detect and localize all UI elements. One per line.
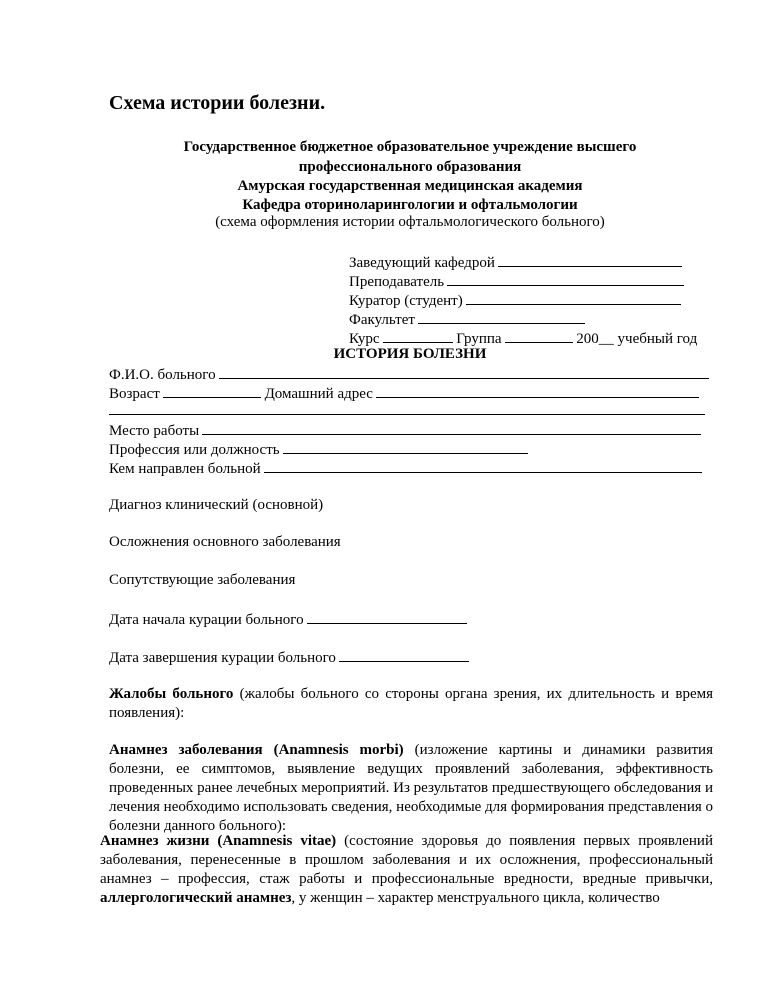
curation-end-field [109,647,469,668]
curation-start-field [109,609,467,630]
head-of-department-field [349,252,682,273]
page-title: Схема истории болезни. [109,92,326,114]
workplace-blank [202,420,701,435]
complaints-heading: Жалобы больного [109,686,234,702]
anamnesis-morbi-text: (изложение картины и динамики развития болезни, ее симптомов, выявление ведущих проявлений заболевания, эффективность проведенных ранее лечебных мероприятий. Из результатов предшествующего обследования и лечения необходимо использовать сведения, необходимые для формирования представления о болезни данного больного): [109,742,713,834]
institution-line-1: Государственное бюджетное образовательное учреждение высшего [183,139,637,155]
anamnesis-vitae-text-continued: , у женщин – характер менструального цикла, количество [291,890,660,906]
age-address-field [109,383,699,404]
group-blank [505,328,573,343]
complications-heading: Осложнения основного заболевания [109,534,341,550]
clinical-diagnosis-heading: Диагноз клинический (основной) [109,497,324,513]
curation-start-label: Дата начала курации больного [109,612,304,628]
head-of-department-label: Заведующий кафедрой [349,255,495,271]
scheme-subtitle: (схема оформления истории офтальмологического больного) [215,214,605,230]
address-blank [376,383,699,398]
patient-name-field [109,364,709,385]
curator-label: Куратор (студент) [349,293,463,309]
workplace-field [109,420,701,441]
curation-end-blank [339,647,469,662]
curation-start-blank [307,609,467,624]
age-blank [163,383,261,398]
allergy-anamnesis-heading: аллергологический анамнез [100,890,292,906]
head-of-department-blank [498,252,682,267]
anamnesis-morbi-paragraph [109,741,713,836]
address-label: Домашний адрес [264,386,373,402]
anamnesis-vitae-heading: Анамнез жизни (Anamnesis vitae) [100,833,337,849]
complaints-paragraph [109,685,713,723]
patient-name-blank [219,364,709,379]
referred-by-blank [264,458,702,473]
age-label: Возраст [109,386,160,402]
anamnesis-vitae-paragraph [100,832,713,908]
academic-year-label: 200__ учебный год [576,331,698,347]
institution-line-2: профессионального образования [298,159,522,175]
history-title: ИСТОРИЯ БОЛЕЗНИ [333,346,487,362]
teacher-field [349,271,684,292]
group-label: Группа [456,331,502,347]
curation-end-label: Дата завершения курации больного [109,650,336,666]
faculty-field [349,309,585,330]
referred-by-label: Кем направлен больной [109,461,261,477]
course-label: Курс [349,331,380,347]
profession-field [109,439,528,460]
profession-label: Профессия или должность [109,442,280,458]
teacher-blank [447,271,684,286]
address-continuation-blank [109,414,705,415]
department-name: Кафедра оториноларингологии и офтальмологии [242,197,578,213]
anamnesis-vitae-text: (состояние здоровья до появления первых проявлений заболевания, перенесенные в прошлом заболевания и их осложнения, профессиональный анамнез – профессия, стаж работы и профессиональные вредности, вредные привычки, [100,833,713,887]
concomitant-diseases-heading: Сопутствующие заболевания [109,572,296,588]
anamnesis-morbi-heading: Анамнез заболевания (Anamnesis morbi) [109,742,404,758]
profession-blank [283,439,528,454]
referred-by-field [109,458,702,479]
faculty-blank [418,309,585,324]
faculty-label: Факультет [349,312,415,328]
curator-field [349,290,681,311]
complaints-text: (жалобы больного со стороны органа зрения, их длительность и время появления): [109,686,714,721]
course-blank [383,328,453,343]
curator-blank [466,290,681,305]
patient-name-label: Ф.И.О. больного [109,367,216,383]
academy-name: Амурская государственная медицинская академия [237,178,583,194]
teacher-label: Преподаватель [349,274,445,290]
workplace-label: Место работы [109,423,200,439]
